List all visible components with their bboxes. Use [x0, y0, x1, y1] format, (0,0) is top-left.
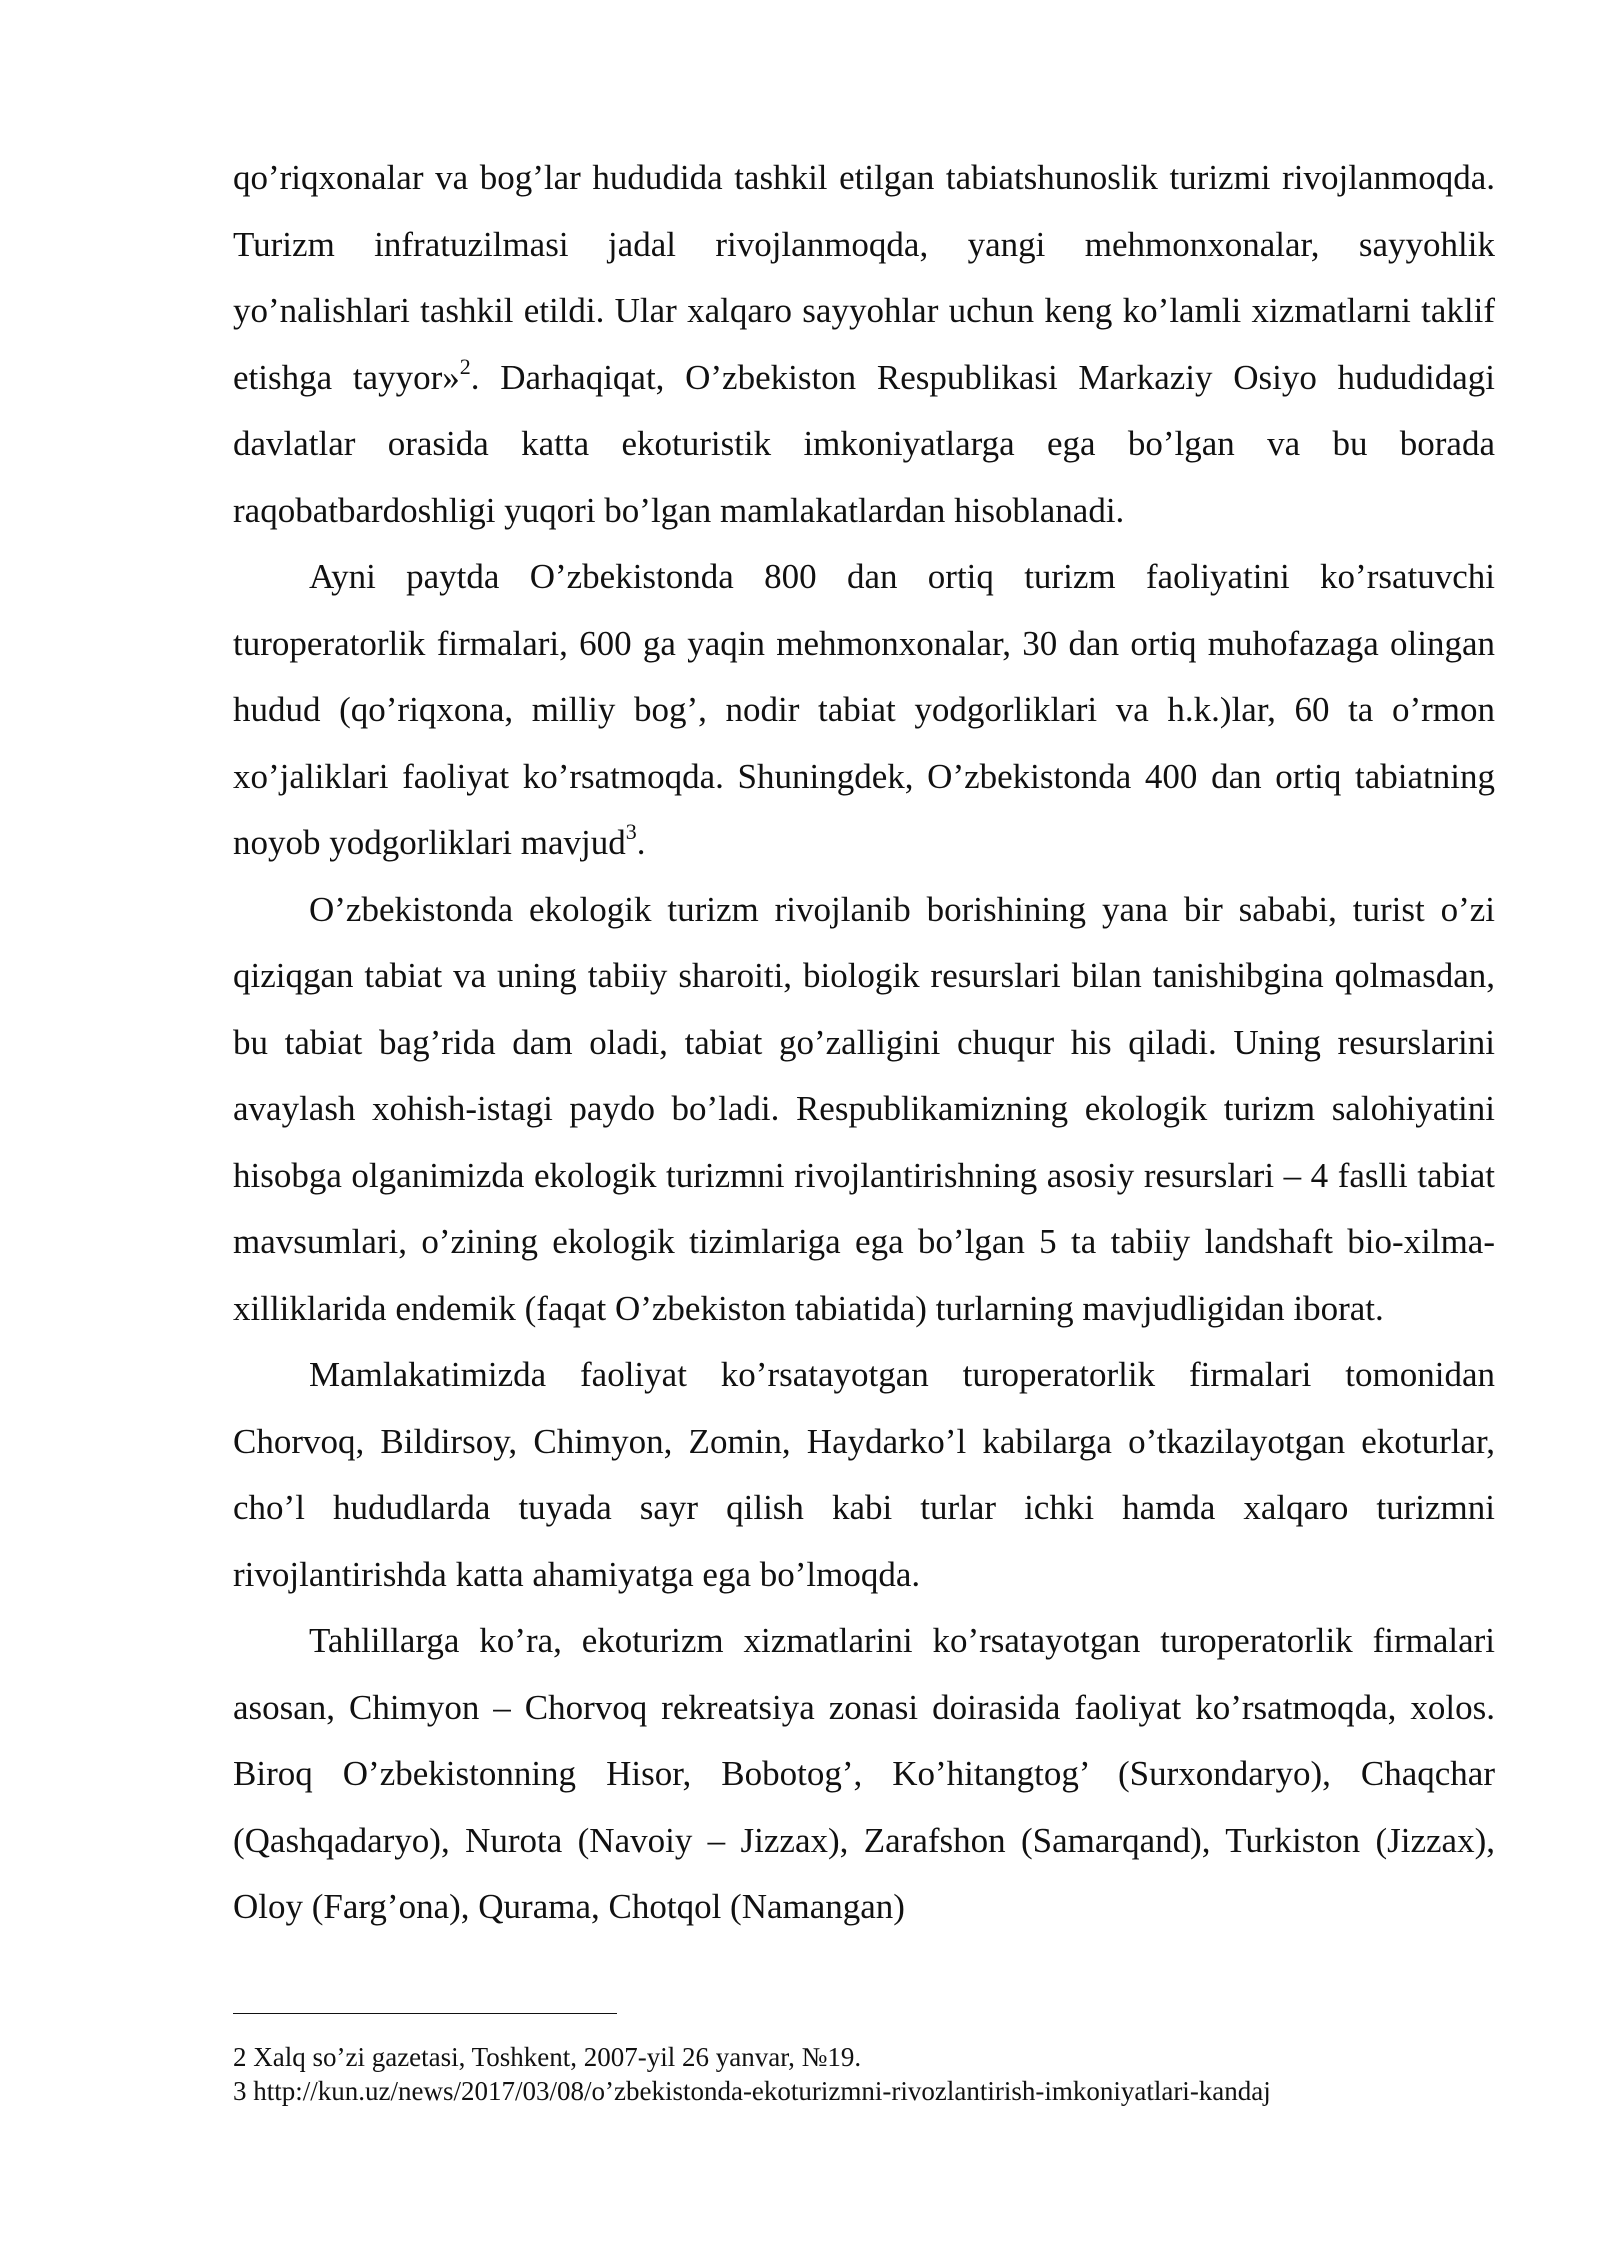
paragraph-1: qo’riqxonalar va bog’lar hududida tashkil etilgan tabiatshunoslik turizmi rivojlanmoqda. Turizm infratuzilmasi jadal rivojlanmoqda, yangi mehmonxonalar, sayyohlik yo’nalishlari tashkil etildi. Ular xalqaro sayyohlar uchun keng ko’lamli xizmatlarni taklif etishga tayyor»$^2$. Darhaqiqat, O’zbekiston Respublikasi Markaziy Osiyo hududidagi davlatlar orasida katta ekoturistik imkoniyatlarga ega bo’lgan va bu borada raqobatbardoshligi yuqori bo’lgan mamlakatlardan hisoblanadi.: [233, 158, 1495, 530]
footnote-ref-2[interactable]: 2: [459, 353, 471, 379]
paragraph-3: O’zbekistonda ekologik turizm rivojlanib borishining yana bir sababi, turist o’zi qiziqgan tabiat va uning tabiiy sharoiti, biologik resurslari bilan tanishibgina qolmasdan, bu tabiat bag’rida dam oladi, tabiat go’zalligini chuqur his qiladi. Uning resurslarini avaylash xohish-istagi paydo bo’ladi. Respublikamizning ekologik turizm salohiyatini hisobga olganimizda ekologik turizmni rivojlantirishning asosiy resurslari – 4 faslli tabiat mavsumlari, o’zining ekologik tizimlariga ega bo’lgan 5 ta tabiiy landshaft bio-xilma-xilliklarida endemik (faqat O’zbekiston tabiatida) turlarning mavjudligidan iborat.: [233, 889, 1495, 1328]
footnote-2: 2 Xalq so’zi gazetasi, Toshkent, 2007-yil 26 yanvar, №19.: [233, 2042, 862, 2072]
paragraph-4: Mamlakatimizda faoliyat ko’rsatayotgan turoperatorlik firmalari tomonidan Chorvoq, Bildirsoy, Chimyon, Zomin, Haydarko’l kabilarga o’tkazilayotgan ekoturlar, cho’l hududlarda tuyada sayr qilish kabi turlar ichki hamda xalqaro turizmni rivojlantirishda katta ahamiyatga ega bo’lmoqda.: [233, 1355, 1495, 1594]
paragraph-2: Ayni paytda O’zbekistonda 800 dan ortiq turizm faoliyatini ko’rsatuvchi turoperatorlik firmalari, 600 ga yaqin mehmonxonalar, 30 dan ortiq muhofazaga olingan hudud (qo’riqxona, milliy bog’, nodir tabiat yodgorliklari va h.k.)lar, 60 ta o’rmon xo’jaliklari faoliyat ko’rsatmoqda. Shuningdek, O’zbekistonda 400 dan ortiq tabiatning noyob yodgorliklari mavjud$^3$.: [233, 557, 1495, 862]
footnote-divider: [233, 2013, 617, 2014]
paragraph-5: Tahlillarga ko’ra, ekoturizm xizmatlarini ko’rsatayotgan turoperatorlik firmalari asosan, Chimyon – Chorvoq rekreatsiya zonasi doirasida faoliyat ko’rsatmoqda, xolos. Biroq O’zbekistonning Hisor, Bobotog’, Ko’hitangtog’ (Surxondaryo), Chaqchar (Qashqadaryo), Nurota (Navoiy – Jizzax), Zarafshon (Samarqand), Turkiston (Jizzax), Oloy (Farg’ona), Qurama, Chotqol (Namangan): [233, 1621, 1495, 1926]
footnotes: [233, 2040, 1533, 2108]
footnote-ref-3[interactable]: 3: [625, 819, 637, 845]
body-text: [233, 145, 1495, 1941]
footnote-3-link[interactable]: 3 http://kun.uz/news/2017/03/08/o’zbekistonda-ekoturizmni-rivozlantirish-imkoniyatlari-kandaj: [233, 2076, 1271, 2106]
